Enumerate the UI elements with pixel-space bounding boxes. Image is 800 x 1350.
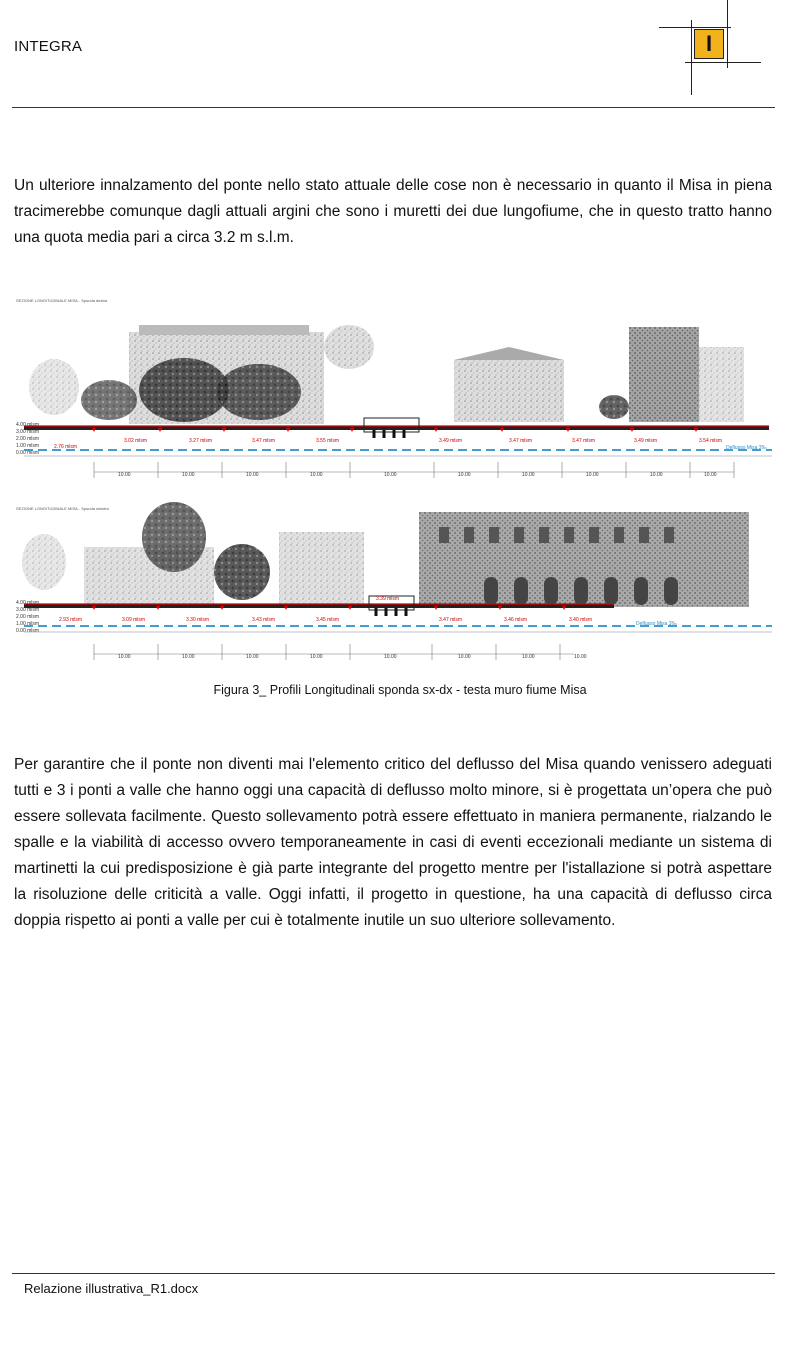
svg-text:3.00 mlsm: 3.00 mlsm	[16, 429, 40, 435]
svg-text:3.40 mlsm: 3.40 mlsm	[569, 617, 593, 623]
wall-top	[24, 426, 769, 430]
profiles-drawing	[14, 292, 772, 672]
top-profile	[16, 298, 772, 478]
figure-caption: Figura 3_ Profili Longitudinali sponda sx-dx - testa muro fiume Misa	[213, 683, 587, 697]
header-title: INTEGRA	[14, 38, 83, 55]
bridge-piers	[376, 608, 406, 616]
svg-text:4.00 mlsm: 4.00 mlsm	[16, 600, 40, 606]
svg-text:2.93 mlsm: 2.93 mlsm	[59, 617, 83, 623]
svg-text:10.00: 10.00	[384, 654, 397, 660]
tree-cluster	[22, 534, 66, 590]
svg-text:3.49 mlsm: 3.49 mlsm	[439, 438, 463, 444]
svg-text:10.00: 10.00	[384, 472, 397, 478]
svg-text:3.47 mlsm: 3.47 mlsm	[509, 438, 533, 444]
svg-text:3.55 mlsm: 3.55 mlsm	[316, 438, 340, 444]
svg-text:10.00: 10.00	[118, 654, 131, 660]
bottom-dimension-ticks	[94, 644, 560, 660]
paragraph-body: Per garantire che il ponte non diventi mai l'elemento critico del deflusso del Misa quando venissero adeguati tutti e 3 i ponti a valle che hanno oggi una capacità di deflusso molto minore, si è progettata un’opera che può essere sollevata facilmente. Questo sollevamento potrà essere effettuato in maniera permanente, rialzando le spalle e la viabilità di accesso ovvero temporaneamente in casi di eventi eccezionali mediante un sistema di martinetti la cui predisposizione è già parte integrante del progetto mentre per l'istallazione si potrà aspettare la risoluzione delle criticità a valle. Oggi infatti, il progetto in questione, ha una capacità di deflusso circa doppia rispetto ai ponti a valle per cui è totalmente inutile un suo ulteriore sollevamento.	[14, 756, 772, 929]
svg-text:3.09 mlsm: 3.09 mlsm	[122, 617, 146, 623]
svg-text:10.00: 10.00	[182, 654, 195, 660]
svg-text:10.00: 10.00	[310, 654, 323, 660]
tree-cluster	[139, 358, 229, 422]
top-sheet-label: SEZIONE LONGITUDINALE MISA - Sponda destra	[16, 298, 108, 303]
svg-text:3.02 mlsm: 3.02 mlsm	[124, 438, 148, 444]
svg-text:3.49 mlsm: 3.49 mlsm	[634, 438, 658, 444]
top-spacings	[118, 472, 717, 478]
footer-divider	[12, 1273, 775, 1274]
top-flow-label: Deflusso Misa 3‰	[726, 445, 767, 451]
building-left-roof	[139, 325, 309, 335]
bottom-axis-levels	[16, 600, 39, 634]
svg-text:10.00: 10.00	[458, 472, 471, 478]
svg-text:10.00: 10.00	[310, 472, 323, 478]
svg-text:3.43 mlsm: 3.43 mlsm	[252, 617, 276, 623]
svg-text:10.00: 10.00	[246, 654, 259, 660]
logo-line	[685, 62, 761, 63]
svg-text:3.54 mlsm: 3.54 mlsm	[699, 438, 723, 444]
header-divider	[12, 107, 775, 108]
logo-line	[727, 0, 728, 68]
svg-text:10.00: 10.00	[246, 472, 259, 478]
svg-text:3.47 mlsm: 3.47 mlsm	[439, 617, 463, 623]
svg-text:2.00 mlsm: 2.00 mlsm	[16, 436, 40, 442]
logo-line	[691, 20, 692, 95]
svg-text:3.47 mlsm: 3.47 mlsm	[572, 438, 596, 444]
building-right-annex	[699, 347, 744, 422]
svg-text:10.00: 10.00	[458, 654, 471, 660]
svg-text:4.00 mlsm: 4.00 mlsm	[16, 422, 40, 428]
svg-text:3.30 mlsm: 3.30 mlsm	[186, 617, 210, 623]
svg-text:3.45 mlsm: 3.45 mlsm	[316, 617, 340, 623]
tree-cluster	[81, 380, 137, 420]
svg-text:1.00 mlsm: 1.00 mlsm	[16, 443, 40, 449]
svg-text:10.00: 10.00	[522, 472, 535, 478]
svg-text:10.00: 10.00	[522, 654, 535, 660]
bottom-wall-elevations	[59, 617, 592, 623]
svg-text:2.00 mlsm: 2.00 mlsm	[16, 614, 40, 620]
building-mid	[279, 532, 364, 604]
svg-text:10.00: 10.00	[574, 654, 587, 660]
top-wall-elevations	[54, 438, 722, 450]
bottom-sheet-label: SEZIONE LONGITUDINALE MISA - Sponda sinistra	[16, 506, 109, 511]
logo-box: I	[694, 29, 724, 59]
svg-text:3.47 mlsm: 3.47 mlsm	[252, 438, 276, 444]
svg-text:3.46 mlsm: 3.46 mlsm	[504, 617, 528, 623]
building-center-roof	[454, 347, 564, 360]
bridge-label: 3.39 mlsm	[376, 596, 400, 602]
footer-filename: Relazione illustrativa_R1.docx	[24, 1281, 199, 1296]
paragraph-intro: Un ulteriore innalzamento del ponte nello stato attuale delle cose non è necessario in quanto il Misa in piena tracimerebbe comunque dagli attuali argini che sono i muretti dei due lungofiume, che in questo tratto hanno una quota media pari a circa 3.2 m s.l.m.	[14, 177, 772, 246]
bridge-piers	[374, 430, 404, 438]
tree-cluster	[214, 544, 270, 600]
svg-text:10.00: 10.00	[704, 472, 717, 478]
tree-cluster	[599, 395, 629, 419]
svg-text:10.00: 10.00	[182, 472, 195, 478]
figure-longitudinal-profiles	[14, 292, 772, 672]
svg-text:3.00 mlsm: 3.00 mlsm	[16, 607, 40, 613]
svg-text:2.76 mlsm: 2.76 mlsm	[54, 444, 78, 450]
integra-logo	[655, 0, 765, 100]
building-right	[629, 327, 699, 422]
tree-cluster	[324, 325, 374, 369]
svg-text:0.00 mlsm: 0.00 mlsm	[16, 450, 40, 456]
svg-text:10.00: 10.00	[118, 472, 131, 478]
bottom-flow-label: Deflusso Misa 3‰	[636, 621, 677, 627]
tree-cluster	[217, 364, 301, 420]
svg-text:3.27 mlsm: 3.27 mlsm	[189, 438, 213, 444]
svg-text:1.00 mlsm: 1.00 mlsm	[16, 621, 40, 627]
svg-text:10.00: 10.00	[650, 472, 663, 478]
bottom-profile	[16, 502, 772, 660]
tree-cluster	[29, 359, 79, 415]
logo-line	[659, 27, 731, 28]
svg-text:0.00 mlsm: 0.00 mlsm	[16, 628, 40, 634]
bottom-spacings	[118, 654, 587, 660]
svg-text:10.00: 10.00	[586, 472, 599, 478]
tree-cluster	[142, 502, 206, 572]
building-center	[454, 360, 564, 422]
